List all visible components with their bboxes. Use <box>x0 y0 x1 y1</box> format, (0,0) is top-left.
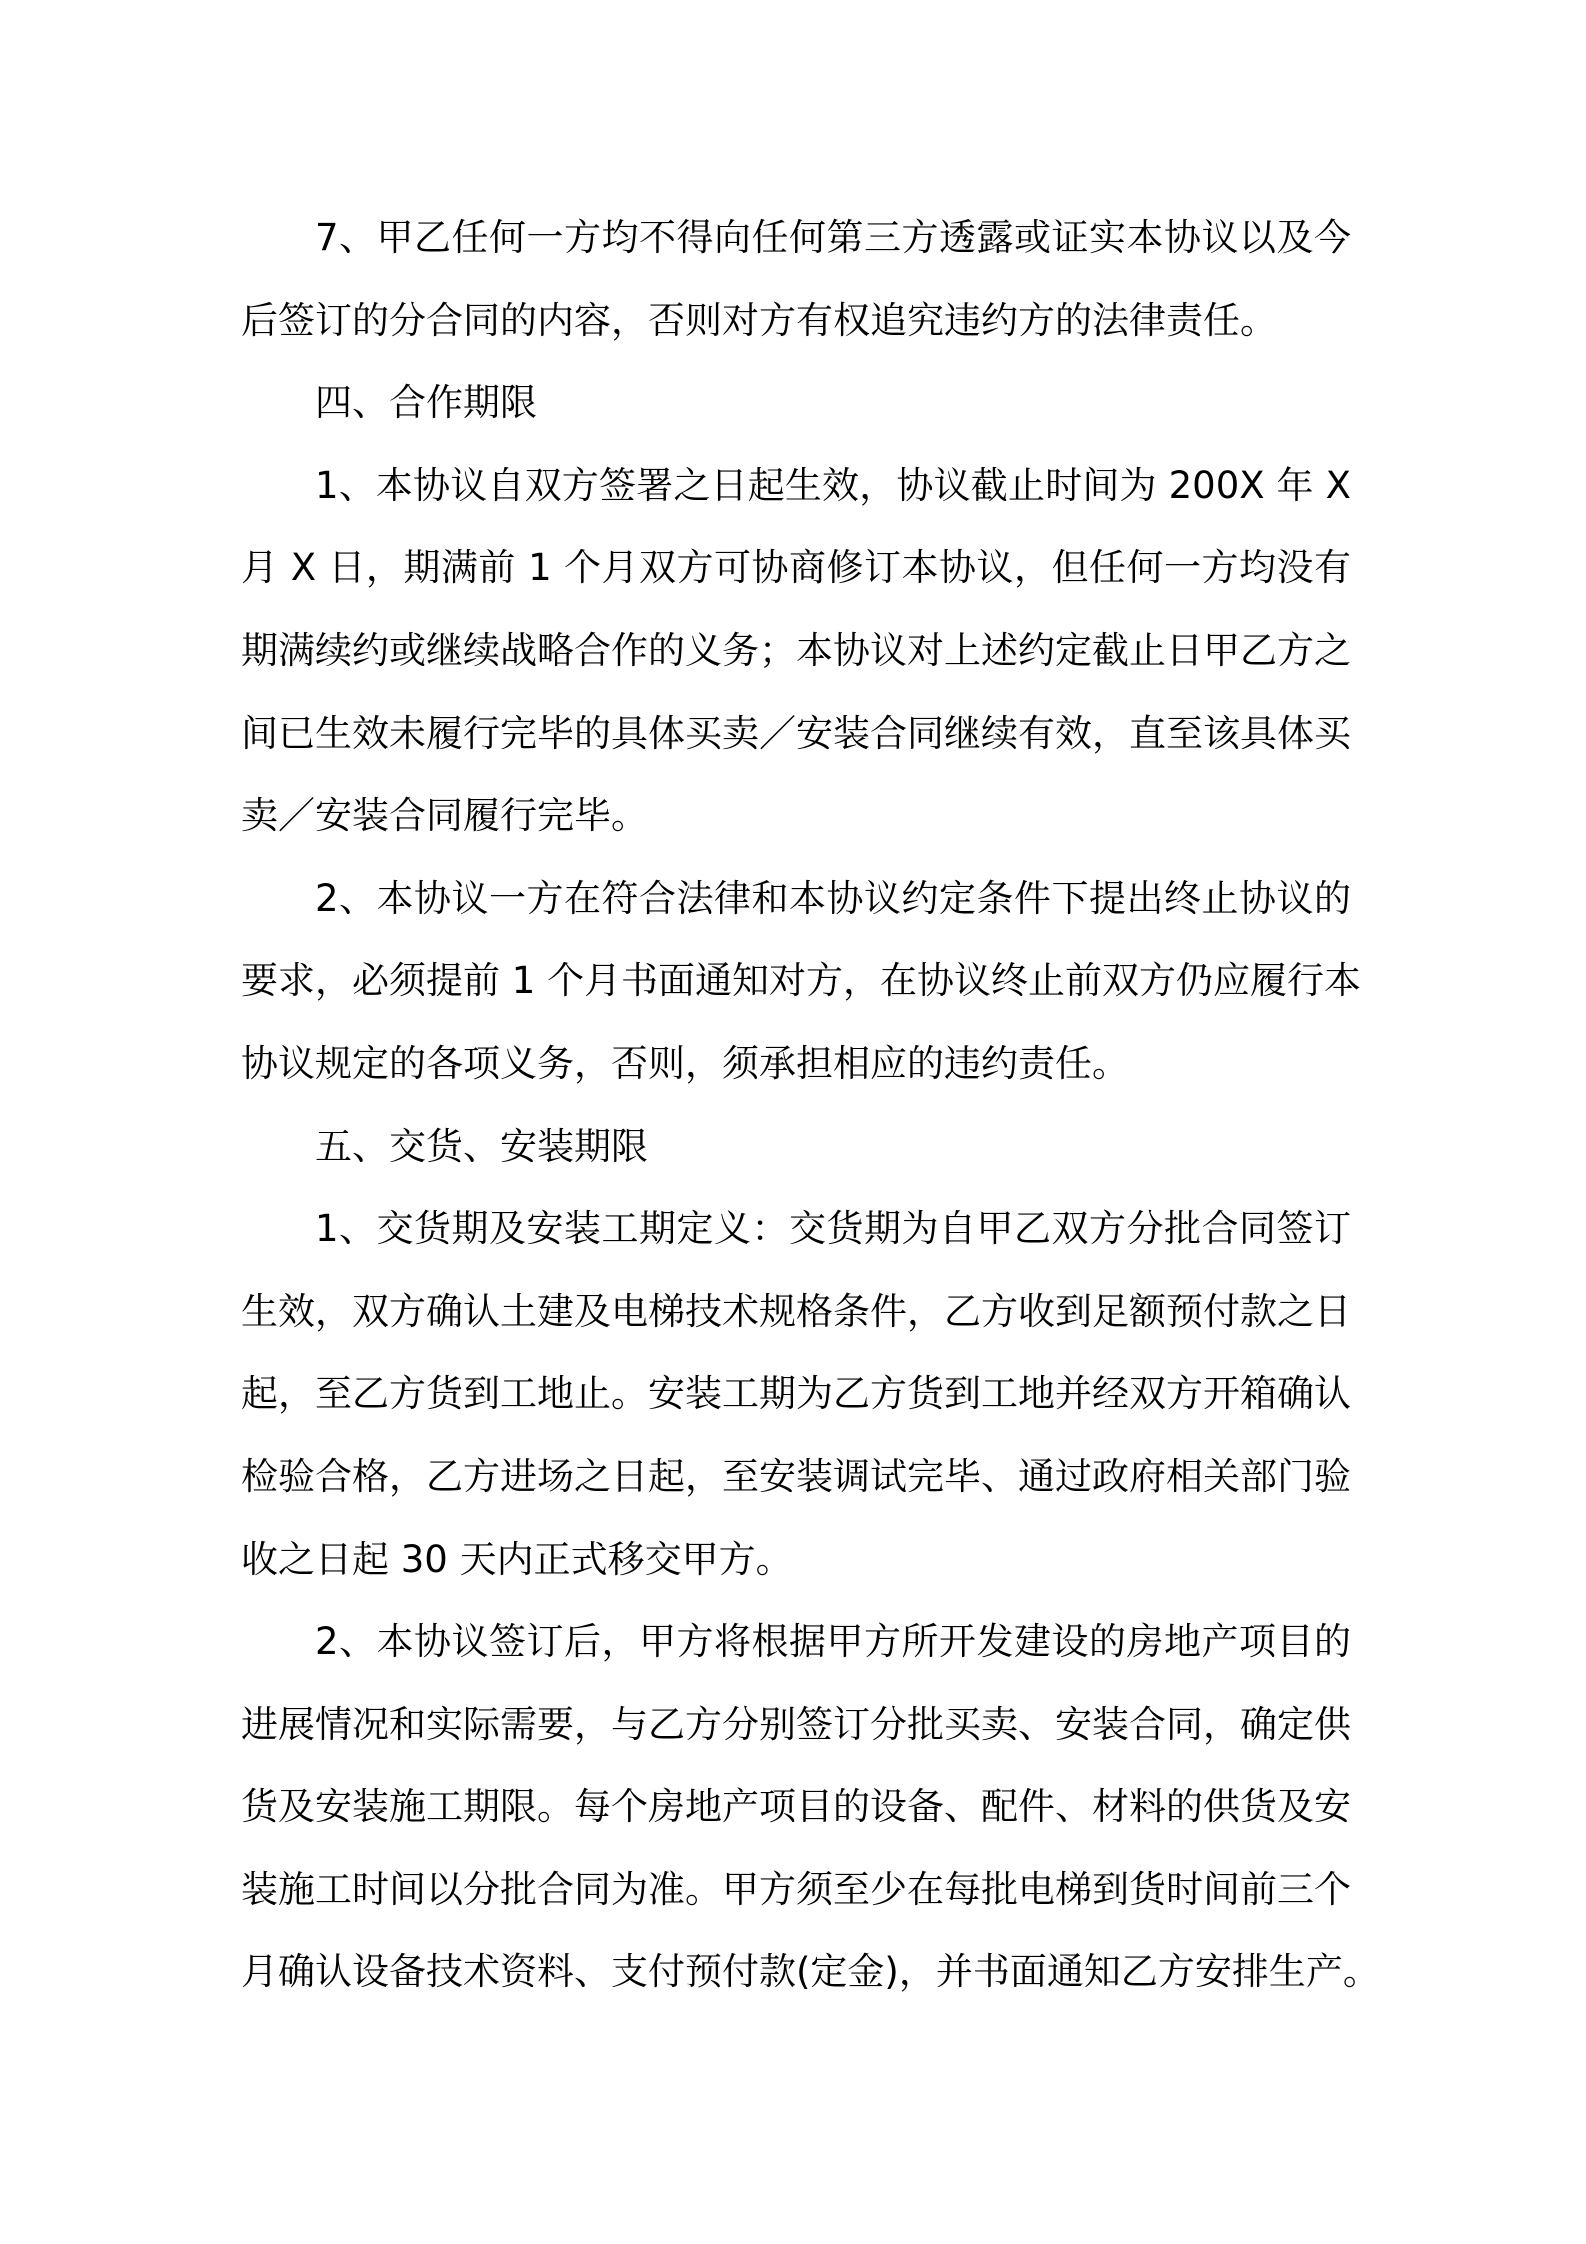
section-heading-cooperation-term: 四、合作期限 <box>315 381 537 425</box>
text-line: 月 X 日，期满前 1 个月双方可协商修订本协议，但任何一方均没有 <box>241 546 1351 590</box>
paragraph-delivery-2 <box>241 1601 1380 2014</box>
text-line: 起，至乙方货到工地止。安装工期为乙方货到工地并经双方开箱确认 <box>241 1372 1351 1416</box>
section-heading-delivery-installation: 五、交货、安装期限 <box>315 1124 648 1168</box>
text-line: 装施工时间以分批合同为准。甲方须至少在每批电梯到货时间前三个 <box>241 1867 1351 1911</box>
text-line: 协议规定的各项义务，否则，须承担相应的违约责任。 <box>241 1041 1129 1085</box>
text-line: 要求，必须提前 1 个月书面通知对方，在协议终止前双方仍应履行本 <box>241 959 1362 1003</box>
paragraph-confidentiality <box>241 197 1351 362</box>
text-line: 7、甲乙任何一方均不得向任何第三方透露或证实本协议以及今 <box>315 216 1351 259</box>
text-line: 进展情况和实际需要，与乙方分别签订分批买卖、安装合同，确定供 <box>241 1702 1351 1746</box>
text-line: 月确认设备技术资料、支付预付款(定金)，并书面通知乙方安排生产。 <box>241 1950 1380 1994</box>
text-line: 卖／安装合同履行完毕。 <box>241 794 648 838</box>
text-line: 生效，双方确认土建及电梯技术规格条件，乙方收到足额预付款之日 <box>241 1289 1351 1333</box>
paragraph-delivery-1 <box>241 1188 1351 1601</box>
paragraph-term-2 <box>241 858 1362 1106</box>
text-line: 期满续约或继续战略合作的义务；本协议对上述约定截止日甲乙方之 <box>241 628 1351 672</box>
text-line: 检验合格，乙方进场之日起，至安装调试完毕、通过政府相关部门验 <box>241 1454 1351 1498</box>
text-line: 1、本协议自双方签署之日起生效，协议截止时间为 200X 年 X <box>315 463 1351 507</box>
text-line: 后签订的分合同的内容，否则对方有权追究违约方的法律责任。 <box>241 298 1277 342</box>
text-line: 2、本协议一方在符合法律和本协议约定条件下提出终止协议的 <box>315 876 1351 920</box>
text-line: 1、交货期及安装工期定义：交货期为自甲乙双方分批合同签订 <box>315 1207 1351 1251</box>
paragraph-term-1 <box>241 445 1351 858</box>
text-line: 2、本协议签订后，甲方将根据甲方所开发建设的房地产项目的 <box>315 1620 1351 1664</box>
document-body <box>241 197 1380 2014</box>
text-line: 货及安装施工期限。每个房地产项目的设备、配件、材料的供货及安 <box>241 1785 1351 1829</box>
text-line: 收之日起 30 天内正式移交甲方。 <box>241 1537 793 1581</box>
text-line: 间已生效未履行完毕的具体买卖／安装合同继续有效，直至该具体买 <box>241 711 1351 755</box>
